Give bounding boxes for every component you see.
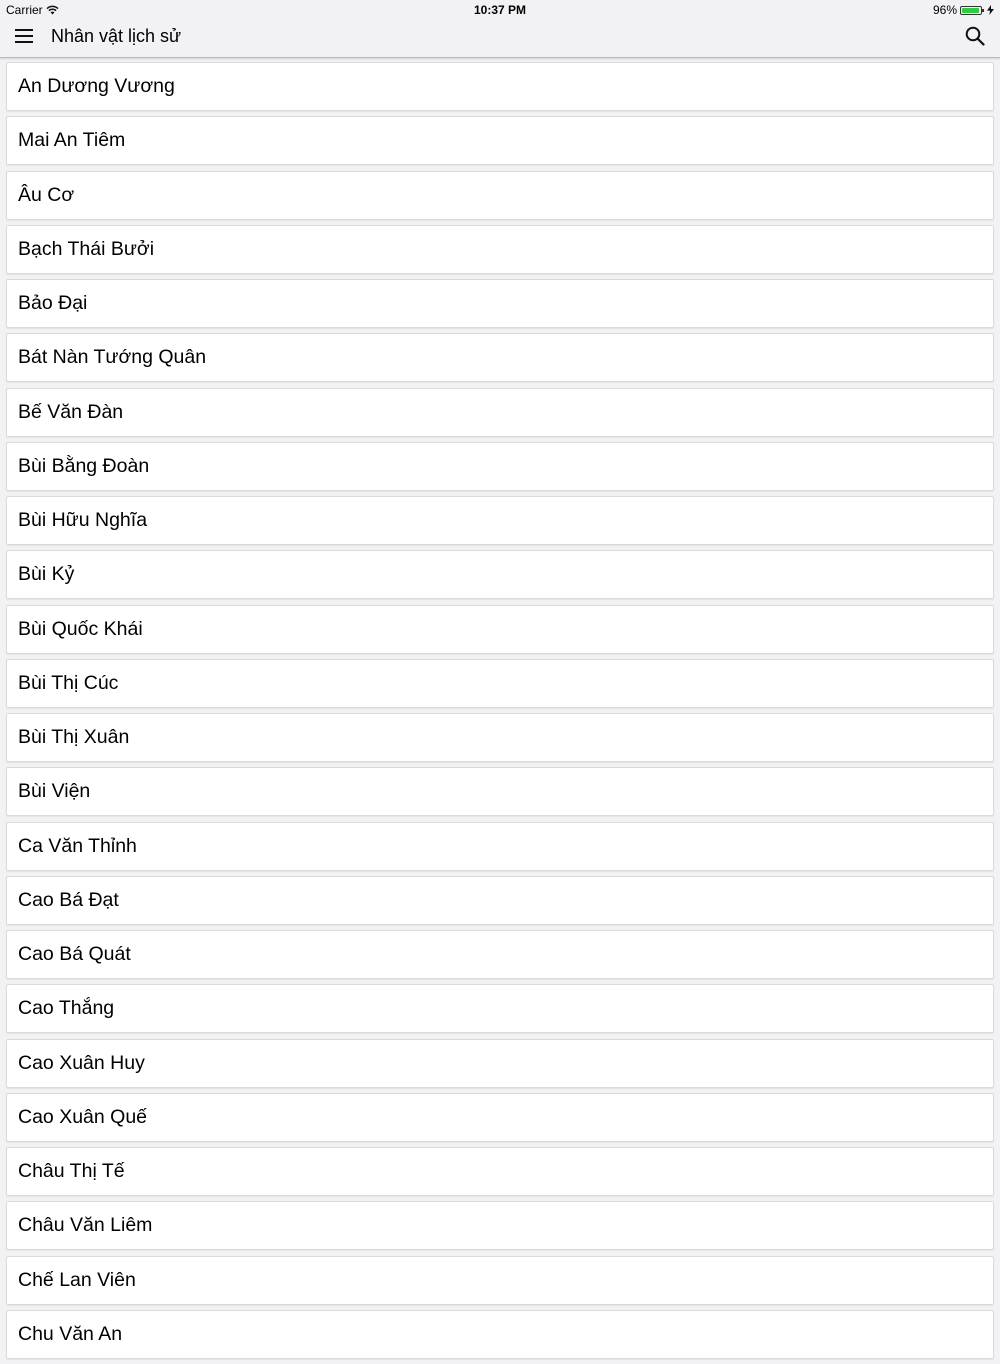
- list-item[interactable]: [6, 822, 994, 871]
- list-item[interactable]: [6, 442, 994, 491]
- list-item[interactable]: [6, 605, 994, 654]
- list-item[interactable]: [6, 1310, 994, 1359]
- search-icon[interactable]: [965, 26, 985, 46]
- list-item[interactable]: [6, 279, 994, 328]
- list-item[interactable]: [6, 1201, 994, 1250]
- list-item-label: Bạch Thái Bưởi: [18, 237, 155, 260]
- page-title: Nhân vật lịch sử: [51, 26, 182, 46]
- list-item-label: Bùi Hữu Nghĩa: [18, 509, 148, 531]
- list-item[interactable]: [6, 550, 994, 599]
- status-time: 10:37 PM: [473, 3, 527, 17]
- list-item-label: Cao Bá Đạt: [18, 888, 119, 911]
- people-list: [6, 62, 994, 1364]
- list-item[interactable]: [6, 1039, 994, 1088]
- list-item-label: Bùi Bằng Đoàn: [18, 454, 150, 477]
- list-item[interactable]: [6, 62, 994, 111]
- list-item[interactable]: [6, 930, 994, 979]
- charging-bolt-icon: [987, 5, 994, 15]
- list-item[interactable]: [6, 116, 994, 165]
- battery-info: [933, 3, 994, 17]
- list-item-label: Cao Bá Quát: [18, 943, 131, 965]
- list-item[interactable]: [6, 1256, 994, 1305]
- battery-icon: [960, 6, 982, 15]
- list-item[interactable]: [6, 876, 994, 925]
- battery-percent: 96%: [932, 3, 957, 17]
- list-item-label: Âu Cơ: [18, 183, 75, 206]
- list-item-label: An Dương Vương: [18, 75, 175, 97]
- list-item[interactable]: [6, 1093, 994, 1142]
- list-item-label: Cao Thắng: [18, 997, 115, 1020]
- list-item[interactable]: [6, 333, 994, 382]
- list-item[interactable]: [6, 1147, 994, 1196]
- list-item-label: Bùi Thị Xuân: [18, 726, 130, 748]
- list-item-label: Bế Văn Đàn: [18, 400, 124, 423]
- list-item[interactable]: [6, 767, 994, 816]
- list-item-label: Bùi Kỷ: [18, 563, 75, 586]
- list-item[interactable]: [6, 713, 994, 762]
- list-item-label: Châu Thị Tế: [18, 1160, 125, 1182]
- hamburger-menu-icon[interactable]: [15, 29, 33, 43]
- carrier-label: Carrier: [6, 3, 43, 17]
- list-item[interactable]: [6, 388, 994, 437]
- list-item-label: Chế Lan Viên: [18, 1268, 136, 1291]
- list-item-label: Mai An Tiêm: [18, 129, 126, 152]
- status-bar: [0, 0, 1000, 20]
- nav-bar: [0, 20, 1000, 58]
- list-item-label: Chu Văn An: [18, 1322, 123, 1345]
- list-item-label: Ca Văn Thỉnh: [18, 834, 137, 857]
- list-item-label: Châu Văn Liêm: [18, 1214, 153, 1237]
- list-item-label: Bùi Viện: [18, 780, 91, 803]
- list-item-label: Cao Xuân Quế: [18, 1105, 148, 1128]
- list-item-label: Bùi Quốc Khái: [18, 617, 143, 640]
- list-item-label: Cao Xuân Huy: [18, 1051, 145, 1074]
- list-item[interactable]: [6, 984, 994, 1033]
- battery-level: [962, 8, 979, 13]
- list-item[interactable]: [6, 496, 994, 545]
- list-item[interactable]: [6, 171, 994, 220]
- list-item-label: Bùi Thị Cúc: [18, 671, 119, 694]
- list-item[interactable]: [6, 659, 994, 708]
- list-item-label: Bảo Đại: [18, 292, 88, 314]
- list-item[interactable]: [6, 225, 994, 274]
- list-item-label: Bát Nàn Tướng Quân: [18, 346, 207, 369]
